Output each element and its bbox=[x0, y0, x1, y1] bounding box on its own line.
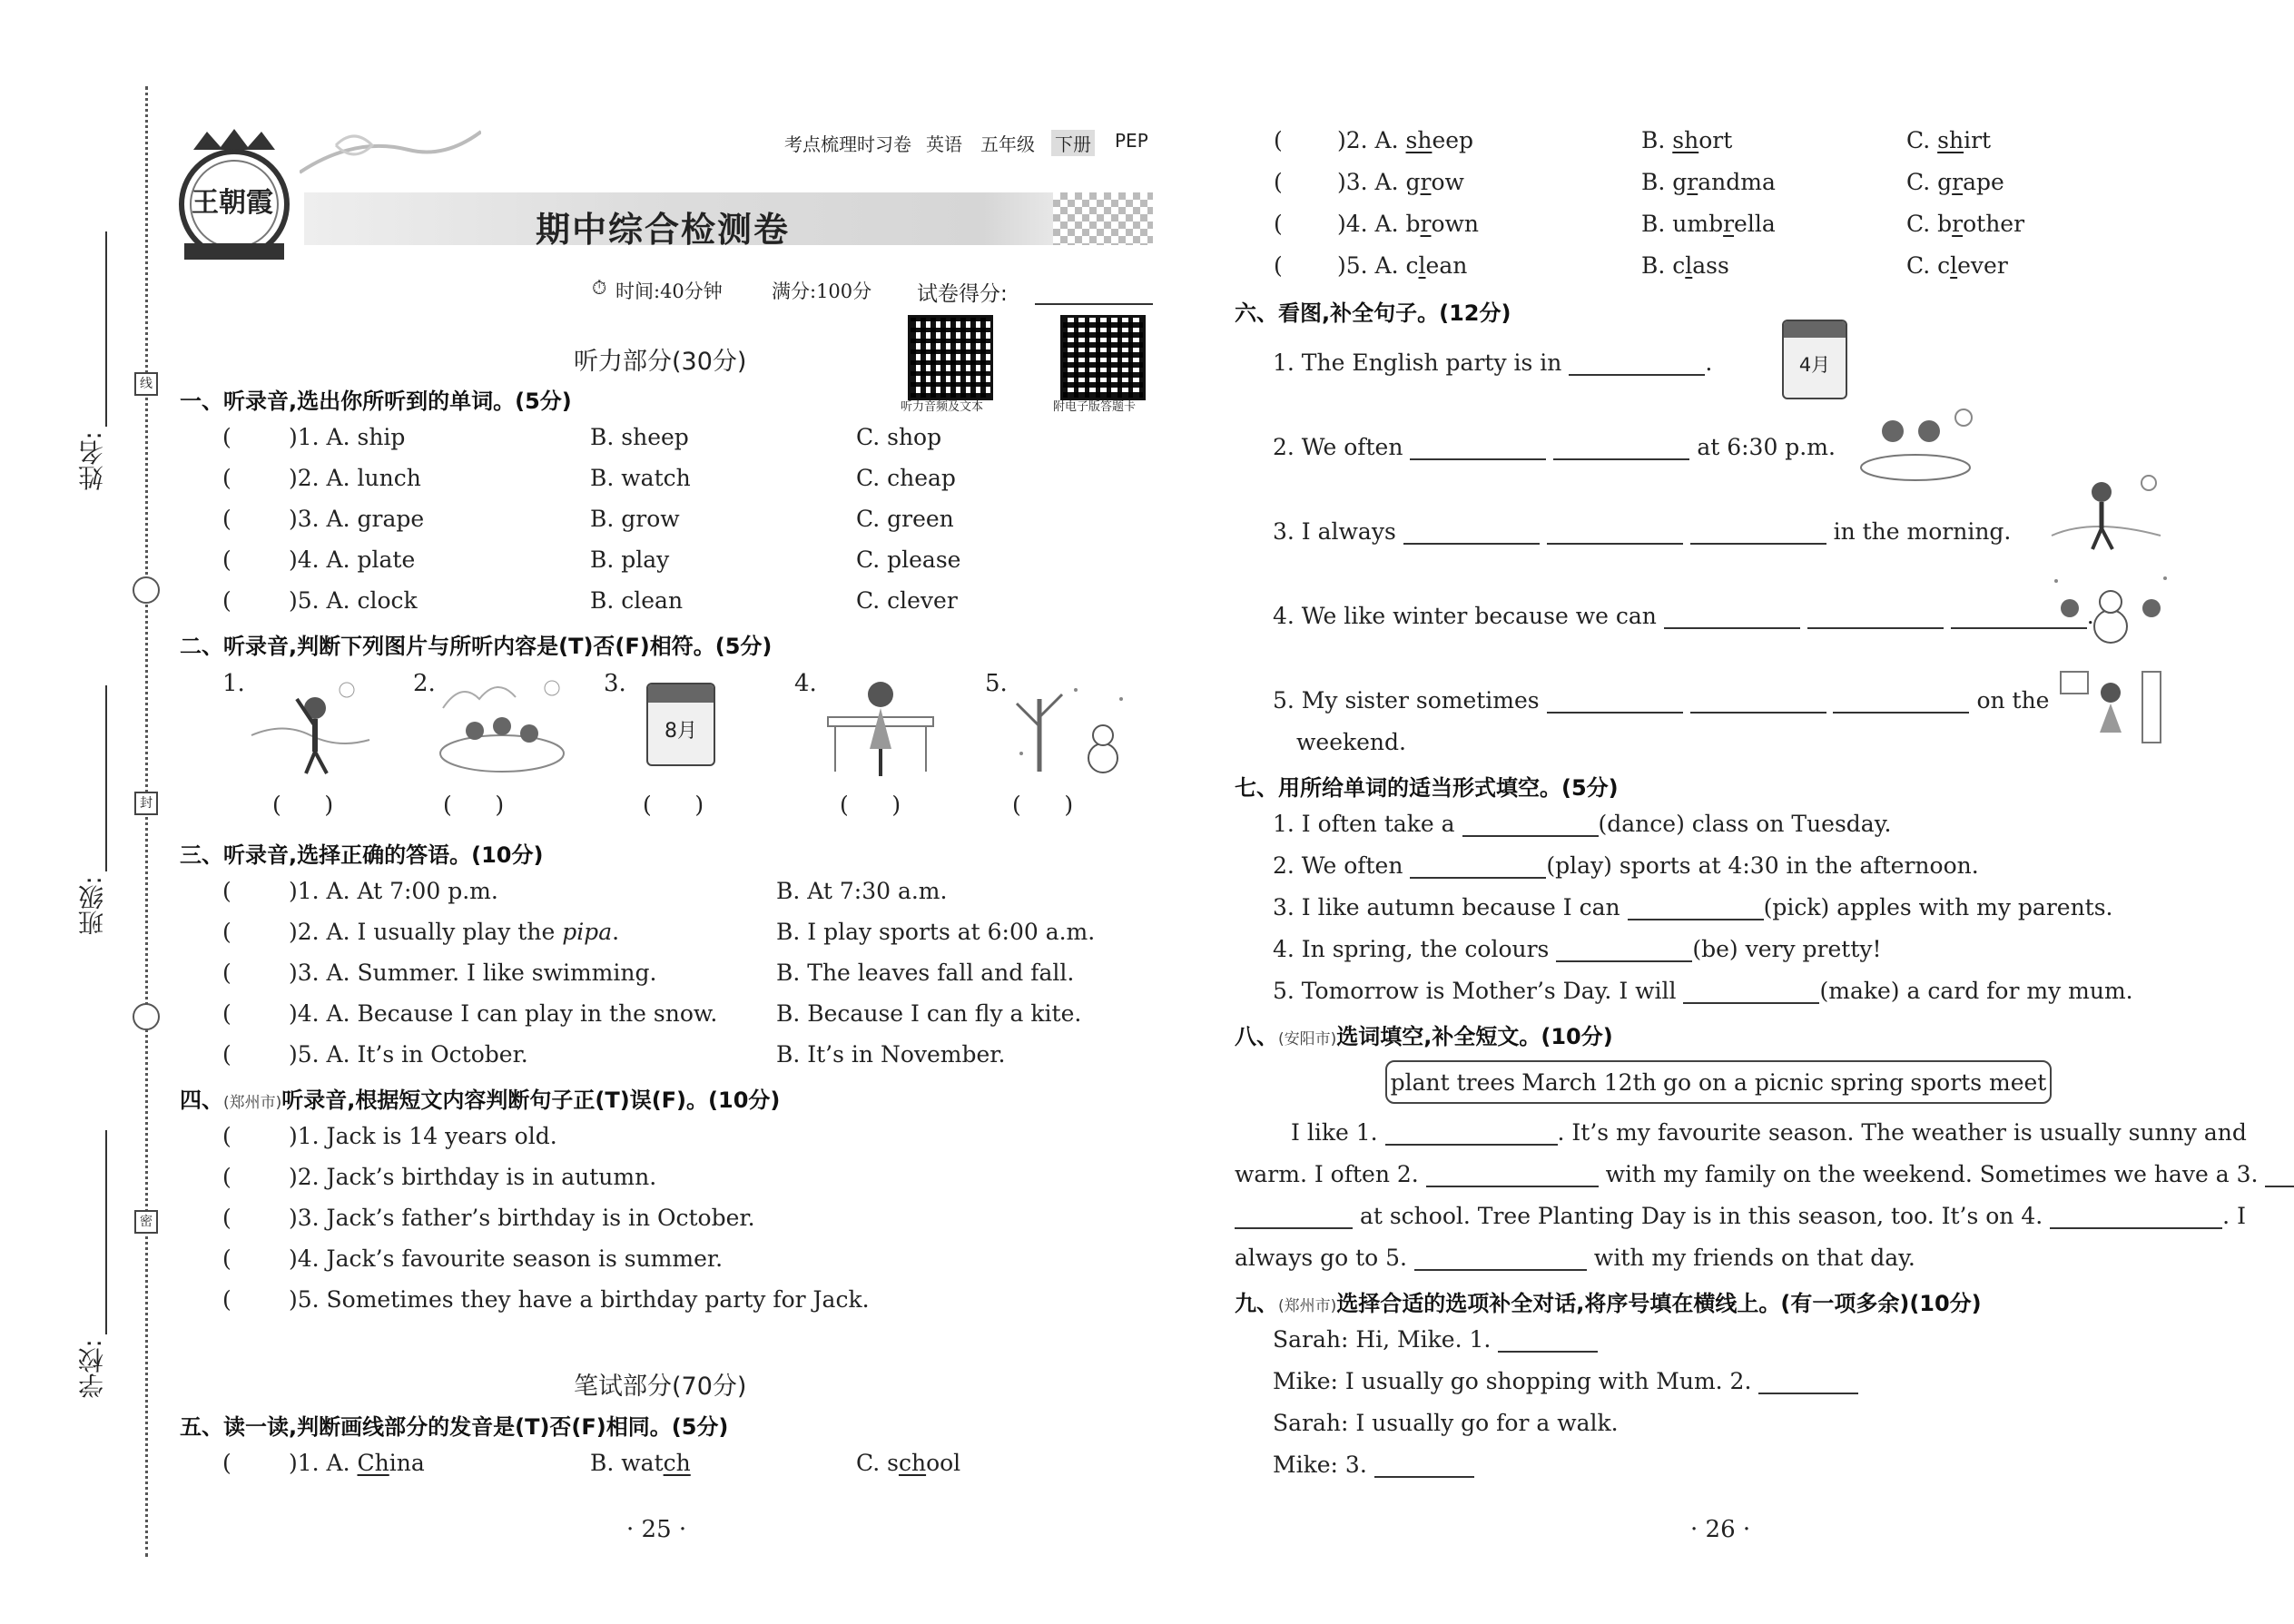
s1-q4-c: C. please bbox=[856, 546, 961, 573]
grade-label: 五年级 bbox=[980, 133, 1035, 155]
s5-q4-a: )4. A. brown bbox=[1337, 211, 1480, 237]
s6-q4: 4. We like winter because we can . bbox=[1273, 603, 2094, 629]
word-bank bbox=[1385, 1060, 2052, 1104]
time-limit: 时间:40分钟 bbox=[615, 281, 723, 302]
s1-q2: )2. A. lunch bbox=[289, 465, 421, 491]
s5-q3-c: C. grape bbox=[1906, 169, 2004, 195]
s3-q4-a: )4. A. Because I can play in the snow. bbox=[289, 1000, 718, 1027]
section5-title: 五、读一读,判断画线部分的发音是(T)否(F)相同。(5分) bbox=[180, 1414, 729, 1440]
s9-line4: Mike: 3. bbox=[1273, 1452, 1474, 1478]
s6-q3: 3. I always in the morning. bbox=[1273, 518, 2012, 545]
section6-title: 六、看图,补全句子。(12分) bbox=[1235, 300, 1511, 326]
s3-q2-a: )2. A. I usually play the pipa. bbox=[289, 919, 620, 945]
s8-passage-line1: I like 1. . It’s my favourite season. The weather is usually sunny and bbox=[1291, 1119, 2247, 1146]
s4-q2: )2. Jack’s birthday is in autumn. bbox=[289, 1164, 657, 1190]
writing-title: 笔试部分(70分) bbox=[574, 1373, 747, 1401]
s5-q5-a: )5. A. clean bbox=[1337, 252, 1468, 279]
pic-number: 5. bbox=[985, 670, 1008, 697]
section7-title: 七、用所给单词的适当形式填空。(5分) bbox=[1235, 775, 1619, 801]
s1-q4: )4. A. plate bbox=[289, 546, 416, 573]
s5-q1-c: C. school bbox=[856, 1450, 961, 1476]
class-line bbox=[105, 685, 107, 871]
answer-blank[interactable] bbox=[1758, 1369, 1858, 1394]
seal-mi-box: 密 bbox=[134, 1210, 158, 1234]
snowy-winter-picture bbox=[1003, 672, 1139, 785]
qr-code-answer[interactable] bbox=[1060, 315, 1146, 400]
answer-blank[interactable] bbox=[1569, 350, 1705, 376]
answer-blank[interactable] bbox=[1426, 1162, 1599, 1187]
school-label: 学校: bbox=[77, 1339, 107, 1399]
answer-paren[interactable]: ( bbox=[222, 465, 231, 491]
binding-hole-1 bbox=[133, 576, 160, 604]
answer-paren[interactable]: ( ) bbox=[643, 792, 704, 818]
page-number-left: · 25 · bbox=[626, 1516, 687, 1543]
s3-q5-a: )5. A. It’s in October. bbox=[289, 1041, 528, 1068]
boy-morning-exercise-picture bbox=[2047, 472, 2165, 554]
clock-icon: ⏱ bbox=[592, 277, 607, 299]
answer-blank[interactable] bbox=[1410, 853, 1546, 879]
answer-paren[interactable]: ( bbox=[222, 1041, 231, 1068]
family-picnic-picture bbox=[434, 672, 570, 781]
answer-blank[interactable] bbox=[1690, 688, 1826, 714]
pic-number: 4. bbox=[794, 670, 817, 697]
answer-blank[interactable] bbox=[1628, 895, 1764, 920]
answer-blank[interactable] bbox=[2265, 1162, 2294, 1187]
answer-blank[interactable] bbox=[1553, 435, 1689, 460]
answer-paren[interactable]: ( bbox=[222, 1286, 231, 1313]
section8-title: 八、(安阳市)选词填空,补全短文。(10分) bbox=[1235, 1024, 1613, 1049]
s7-q5: 5. Tomorrow is Mother’s Day. I will (make) a card for my mum. bbox=[1273, 978, 2133, 1004]
s3-q5-b: B. It’s in November. bbox=[776, 1041, 1006, 1068]
answer-blank[interactable] bbox=[1410, 435, 1546, 460]
s5-q2-a: )2. A. sheep bbox=[1337, 127, 1474, 153]
s7-q2: 2. We often (play) sports at 4:30 in the afternoon. bbox=[1273, 852, 1979, 879]
s6-q5: 5. My sister sometimes on the bbox=[1273, 687, 2050, 714]
calendar-april-icon bbox=[1782, 320, 1847, 399]
s1-q3-c: C. green bbox=[856, 506, 954, 532]
answer-paren[interactable]: ( ) bbox=[272, 792, 334, 818]
s1-q1-b: B. sheep bbox=[590, 424, 689, 450]
subject-label: 英语 bbox=[926, 133, 962, 155]
answer-blank[interactable] bbox=[1385, 1120, 1558, 1146]
answer-blank[interactable] bbox=[1683, 979, 1819, 1004]
answer-blank[interactable] bbox=[1403, 519, 1540, 545]
s7-q1: 1. I often take a (dance) class on Tuesday. bbox=[1273, 811, 1892, 837]
answer-blank[interactable] bbox=[1690, 519, 1826, 545]
brand-logo bbox=[166, 127, 302, 272]
s4-q5: )5. Sometimes they have a birthday party for Jack. bbox=[289, 1286, 870, 1313]
answer-paren[interactable]: ( bbox=[222, 1123, 231, 1149]
edition-label: PEP bbox=[1115, 130, 1148, 152]
s5-q2-b: B. short bbox=[1641, 127, 1733, 153]
s5-q2-c: C. shirt bbox=[1906, 127, 1992, 153]
answer-paren[interactable]: ( ) bbox=[840, 792, 901, 818]
qr-caption-audio: 听力音频及文本 bbox=[901, 400, 984, 414]
answer-paren[interactable]: ( ) bbox=[1012, 792, 1074, 818]
s1-q1: )1. A. ship bbox=[289, 424, 406, 450]
answer-paren[interactable]: ( bbox=[222, 919, 231, 945]
full-score: 满分:100分 bbox=[772, 281, 872, 302]
answer-blank[interactable] bbox=[1664, 604, 1800, 629]
s3-q2-b: B. I play sports at 6:00 a.m. bbox=[776, 919, 1096, 945]
s3-q1-a: )1. A. At 7:00 p.m. bbox=[289, 878, 498, 904]
answer-paren[interactable]: ( bbox=[222, 1450, 231, 1476]
girl-dancing-picture bbox=[826, 672, 935, 781]
section3-title: 三、听录音,选择正确的答语。(10分) bbox=[180, 842, 544, 868]
answer-blank[interactable] bbox=[1462, 812, 1599, 837]
answer-blank[interactable] bbox=[1833, 688, 1969, 714]
s5-q3-b: B. grandma bbox=[1641, 169, 1776, 195]
word-option: plant trees bbox=[1390, 1068, 1516, 1096]
s5-q4-c: C. brother bbox=[1906, 211, 2025, 237]
s9-line1: Sarah: Hi, Mike. 1. bbox=[1273, 1326, 1598, 1353]
answer-paren[interactable]: ( bbox=[222, 546, 231, 573]
answer-blank[interactable] bbox=[1807, 604, 1944, 629]
s1-q4-b: B. play bbox=[590, 546, 670, 573]
answer-blank[interactable] bbox=[1374, 1452, 1474, 1478]
answer-paren[interactable]: ( bbox=[222, 506, 231, 532]
answer-paren[interactable]: ( bbox=[1274, 211, 1283, 237]
answer-paren[interactable]: ( bbox=[222, 878, 231, 904]
s1-q5-c: C. clever bbox=[856, 587, 958, 614]
qr-caption-answer: 附电子版答题卡 bbox=[1053, 400, 1137, 414]
s6-q1: 1. The English party is in . bbox=[1273, 349, 1713, 376]
qr-code-audio[interactable] bbox=[908, 315, 993, 400]
seal-line-box: 线 bbox=[134, 372, 158, 396]
s1-q5-b: B. clean bbox=[590, 587, 684, 614]
answer-paren[interactable]: ( bbox=[222, 424, 231, 450]
pic-number: 3. bbox=[604, 670, 626, 697]
s1-q2-b: B. watch bbox=[590, 465, 691, 491]
s6-q5-cont: weekend. bbox=[1296, 729, 1406, 755]
section9-title: 九、(郑州市)选择合适的选项补全对话,将序号填在横线上。(有一项多余)(10分) bbox=[1235, 1291, 1982, 1316]
s8-passage-line2: warm. I often 2. with my family on the weekend. Sometimes we have a 3. bbox=[1235, 1161, 2294, 1187]
answer-paren[interactable]: ( bbox=[222, 960, 231, 986]
pic-number: 1. bbox=[222, 670, 245, 697]
answer-blank[interactable] bbox=[1235, 1204, 1353, 1229]
seal-feng-box: 封 bbox=[134, 792, 158, 815]
s5-q5-c: C. clever bbox=[1906, 252, 2008, 279]
series-name: 考点梳理时习卷 bbox=[784, 133, 911, 155]
answer-paren[interactable]: ( bbox=[1274, 127, 1283, 153]
s7-q4: 4. In spring, the colours (be) very pretty! bbox=[1273, 936, 1882, 962]
name-label: 姓名: bbox=[77, 431, 107, 491]
word-option: spring bbox=[1830, 1068, 1905, 1096]
brand-name: 王朝霞 bbox=[192, 187, 273, 219]
s4-q3: )3. Jack’s father’s birthday is in October. bbox=[289, 1205, 755, 1231]
answer-blank[interactable] bbox=[1414, 1245, 1587, 1271]
binding-hole-2 bbox=[133, 1003, 160, 1030]
word-option: sports meet bbox=[1910, 1068, 2047, 1096]
volume-label: 下册 bbox=[1051, 130, 1095, 156]
calendar-august-icon bbox=[646, 683, 715, 766]
answer-paren[interactable]: ( ) bbox=[443, 792, 505, 818]
s5-q1-a: )1. A. China bbox=[289, 1450, 425, 1476]
s1-q3-b: B. grow bbox=[590, 506, 680, 532]
s6-q2: 2. We often at 6:30 p.m. bbox=[1273, 434, 1836, 460]
answer-blank[interactable] bbox=[2050, 1204, 2222, 1229]
s5-q5-b: B. class bbox=[1641, 252, 1729, 279]
answer-paren[interactable]: ( bbox=[222, 1164, 231, 1190]
answer-blank[interactable] bbox=[1547, 519, 1683, 545]
s1-q5: )5. A. clock bbox=[289, 587, 418, 614]
answer-paren[interactable]: ( bbox=[222, 587, 231, 614]
answer-blank[interactable] bbox=[1547, 688, 1683, 714]
school-line bbox=[105, 1130, 107, 1334]
answer-paren[interactable]: ( bbox=[222, 1000, 231, 1027]
s3-q4-b: B. Because I can fly a kite. bbox=[776, 1000, 1082, 1027]
s9-line3: Sarah: I usually go for a walk. bbox=[1273, 1410, 1619, 1436]
s8-passage-line3: at school. Tree Planting Day is in this season, too. It’s on 4. . I bbox=[1235, 1203, 2246, 1229]
section2-title: 二、听录音,判断下列图片与所听内容是(T)否(F)相符。(5分) bbox=[180, 634, 773, 659]
page-number-right: · 26 · bbox=[1690, 1516, 1751, 1543]
boy-exercising-picture bbox=[247, 672, 374, 781]
answer-blank[interactable] bbox=[1556, 937, 1692, 962]
s4-q1: )1. Jack is 14 years old. bbox=[289, 1123, 557, 1149]
ribbon-decoration bbox=[300, 127, 481, 185]
answer-paren[interactable]: ( bbox=[1274, 169, 1283, 195]
word-option: go on a picnic bbox=[1662, 1068, 1824, 1096]
s5-q4-b: B. umbrella bbox=[1641, 211, 1776, 237]
name-line bbox=[105, 231, 107, 427]
page-title: 期中综合检测卷 bbox=[536, 210, 791, 250]
s5-q1-b: B. watch bbox=[590, 1450, 691, 1476]
answer-paren[interactable]: ( bbox=[1274, 252, 1283, 279]
s3-q1-b: B. At 7:30 a.m. bbox=[776, 878, 948, 904]
s8-passage-line4: always go to 5. with my friends on that day. bbox=[1235, 1245, 1915, 1271]
cut-line bbox=[145, 86, 148, 1557]
s9-line2: Mike: I usually go shopping with Mum. 2. bbox=[1273, 1368, 1858, 1394]
kids-snowman-picture bbox=[2047, 567, 2174, 654]
answer-blank[interactable] bbox=[1498, 1327, 1598, 1353]
score-label: 试卷得分: bbox=[917, 282, 1008, 306]
s7-q3: 3. I like autumn because I can (pick) apples with my parents. bbox=[1273, 894, 2113, 920]
s5-q3-a: )3. A. grow bbox=[1337, 169, 1464, 195]
section4-title: 四、(郑州市)听录音,根据短文内容判断句子正(T)误(F)。(10分) bbox=[180, 1088, 781, 1113]
calendar-month: 8月 bbox=[665, 720, 697, 743]
word-option: March 12th bbox=[1521, 1068, 1657, 1096]
answer-paren[interactable]: ( bbox=[222, 1205, 231, 1231]
s4-q4: )4. Jack’s favourite season is summer. bbox=[289, 1245, 724, 1272]
answer-paren[interactable]: ( bbox=[222, 1245, 231, 1272]
class-label: 班级: bbox=[77, 876, 107, 936]
pic-number: 2. bbox=[413, 670, 436, 697]
calendar-month: 4月 bbox=[1798, 354, 1831, 376]
s1-q1-c: C. shop bbox=[856, 424, 942, 450]
s1-q2-c: C. cheap bbox=[856, 465, 956, 491]
kids-eating-dinner-picture bbox=[1856, 404, 1974, 486]
s1-q3: )3. A. grape bbox=[289, 506, 425, 532]
listening-title: 听力部分(30分) bbox=[574, 348, 747, 376]
score-field[interactable] bbox=[1035, 303, 1153, 305]
s3-q3-b: B. The leaves fall and fall. bbox=[776, 960, 1075, 986]
girl-cleaning-picture bbox=[2056, 667, 2165, 744]
section1-title: 一、听录音,选出你所听到的单词。(5分) bbox=[180, 389, 572, 414]
s3-q3-a: )3. A. Summer. I like swimming. bbox=[289, 960, 657, 986]
